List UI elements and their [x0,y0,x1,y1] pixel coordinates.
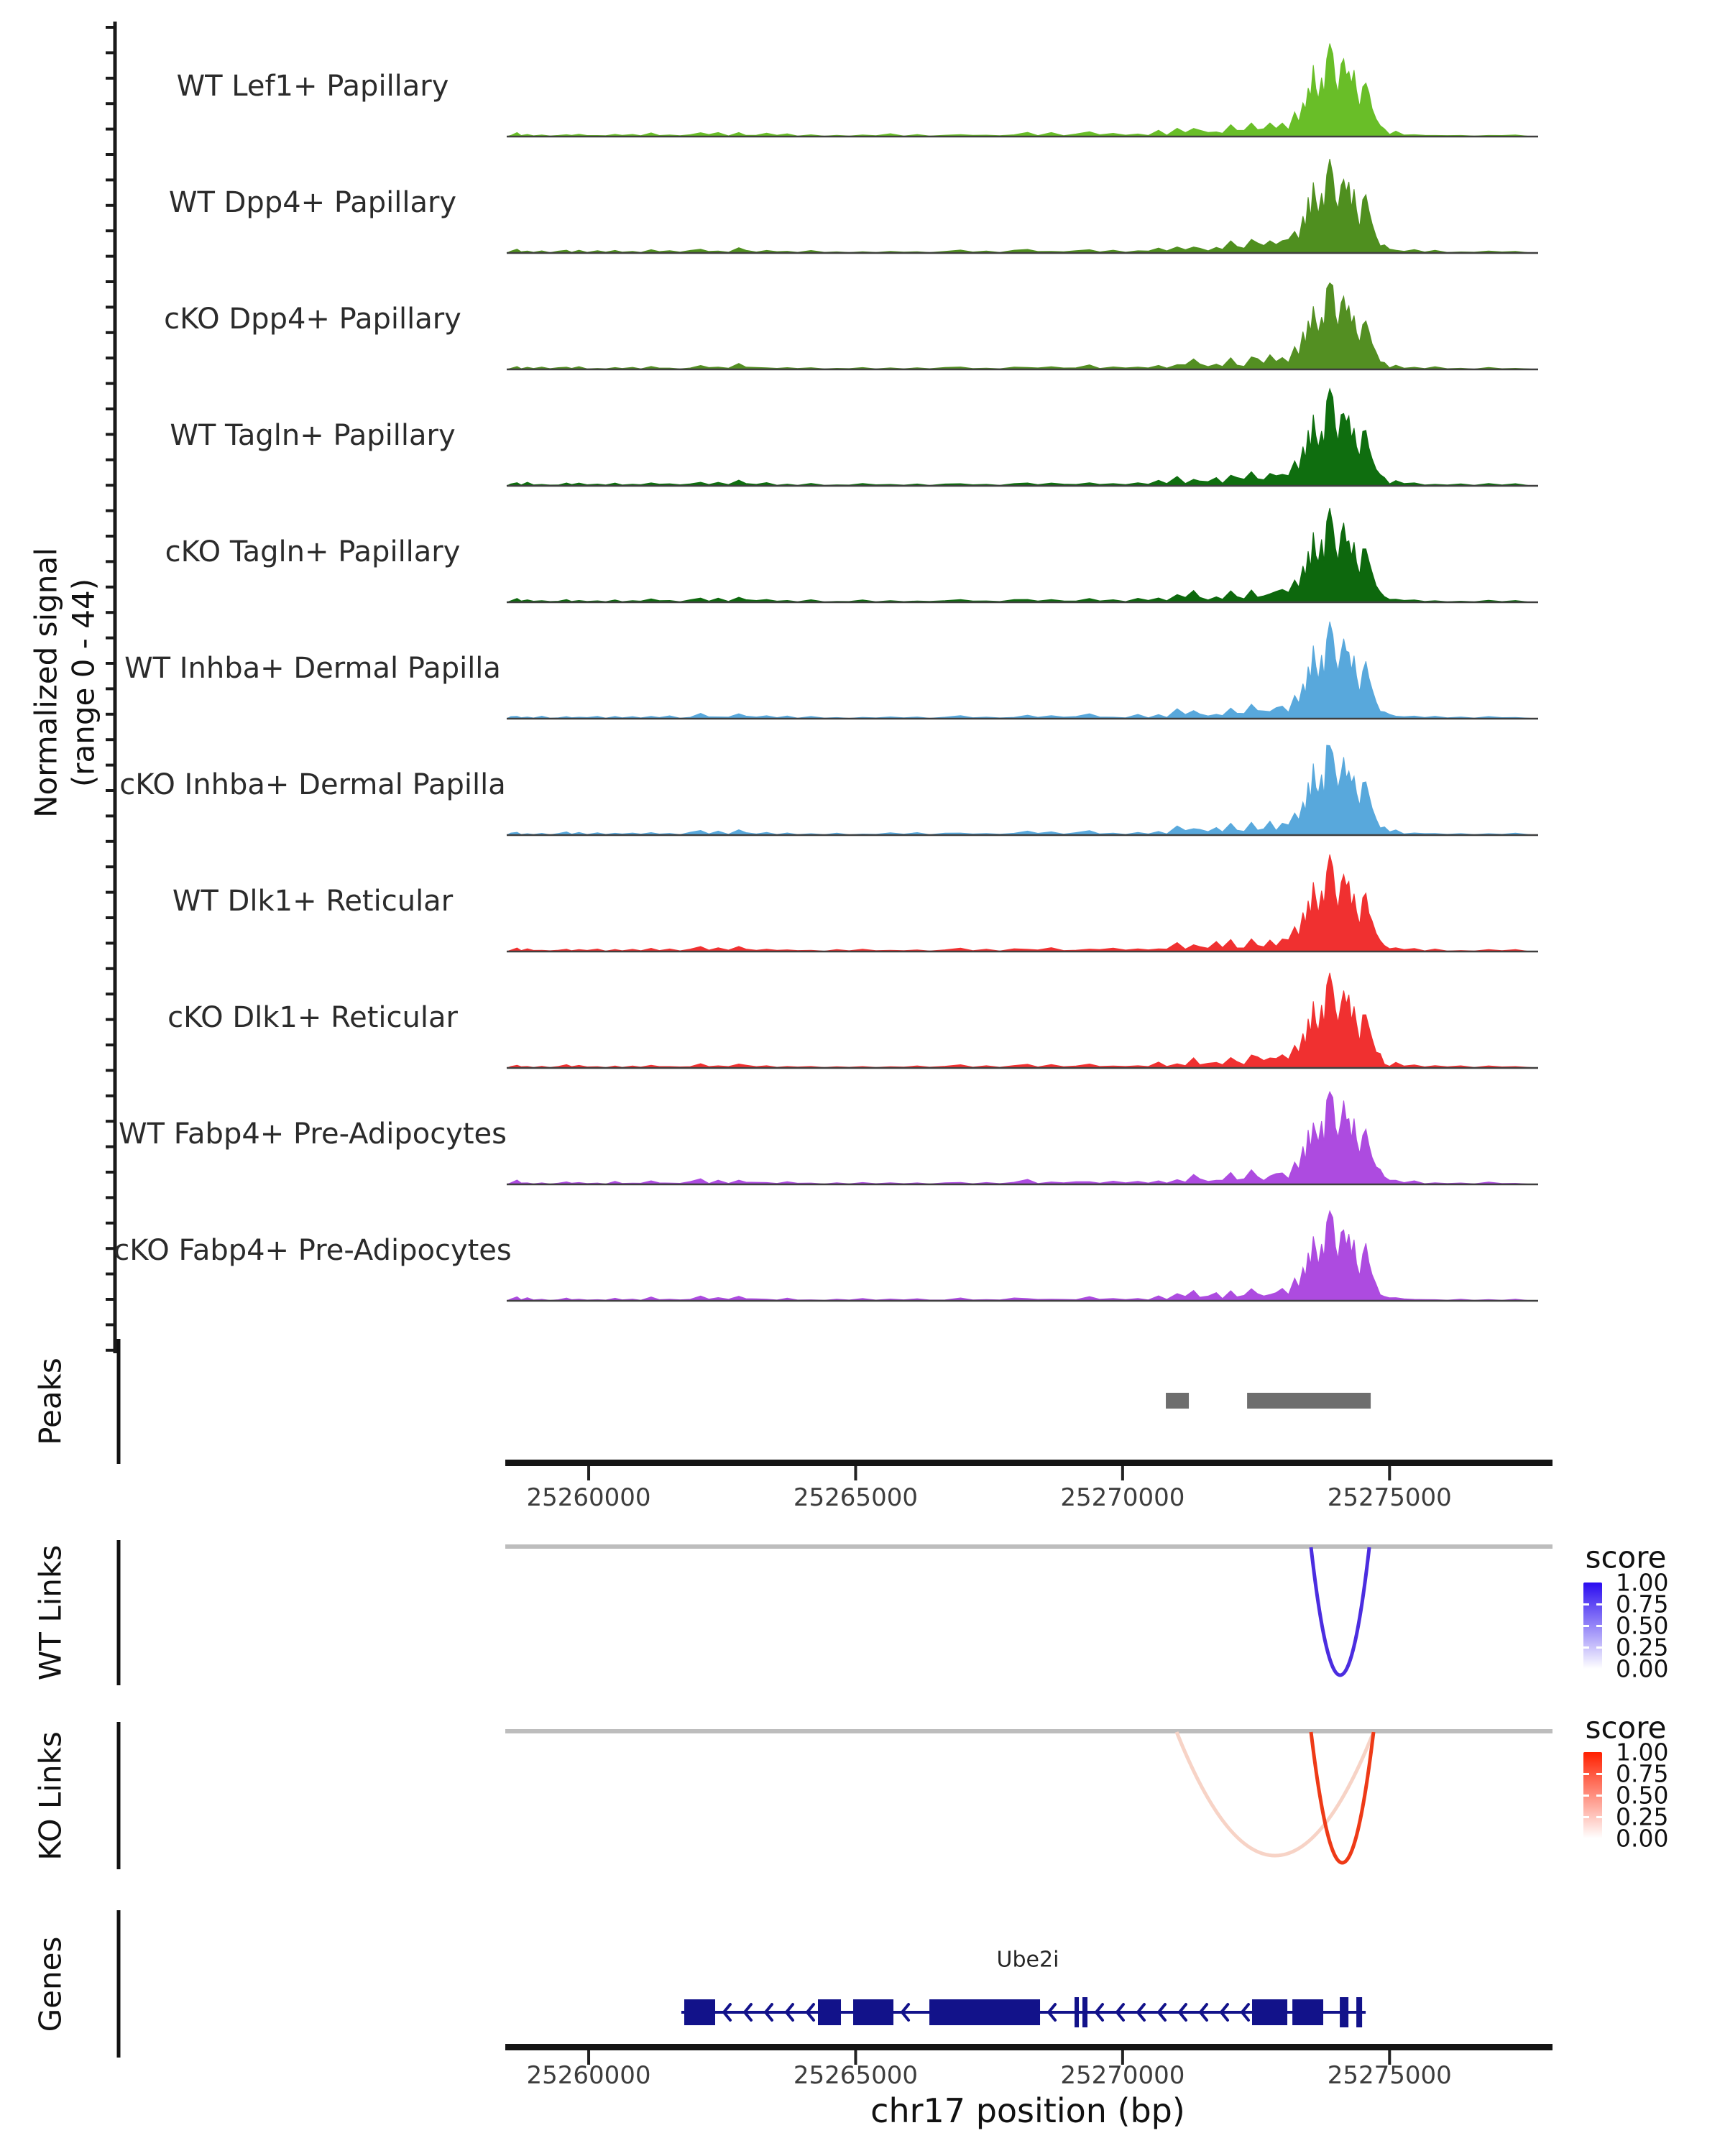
peaks-axis-line [505,1460,1552,1466]
coverage-track-area [507,1092,1538,1184]
coverage-track-area [507,283,1538,369]
coverage-track-area [507,854,1538,952]
peaks-axis-tick [587,1466,590,1480]
ko-legend-notch [1583,1795,1589,1797]
ko-legend-value-label: 0.50 [1616,1781,1669,1810]
ko-panel-top-border [505,1729,1552,1733]
track-label: WT Inhba+ Dermal Papilla [124,652,501,685]
wt-link-arc [1311,1547,1369,1675]
wt-score-legend-title: score [1585,1539,1667,1575]
track-label: cKO Fabp4+ Pre-Adipocytes [114,1234,512,1267]
gene-exon [853,1999,893,2025]
wt-links-panel-label: WT Links [32,1544,68,1681]
coverage-track-area [507,159,1538,253]
ko-legend-value-label: 0.75 [1616,1759,1669,1788]
gene-utr-mark [1082,1997,1087,2027]
gene-exon [1292,1999,1323,2025]
gene-exon [1252,1999,1287,2025]
genome-axis-tick-label: 25275000 [1327,2061,1452,2090]
track-label: WT Tagln+ Papillary [170,419,456,452]
ko-legend-notch [1596,1816,1602,1818]
peaks-axis-tick [854,1466,857,1480]
coverage-track-area [507,389,1538,486]
ko-legend-value-label: 0.25 [1616,1802,1669,1831]
genes-panel-label: Genes [32,1936,68,2032]
track-label: cKO Dlk1+ Reticular [167,1001,458,1034]
coverage-track-area [507,622,1538,719]
ko-legend-notch [1596,1773,1602,1775]
ko-legend-value-label: 0.00 [1616,1824,1669,1853]
peak-interval [1247,1393,1371,1409]
peak-interval [1166,1393,1189,1409]
gene-exon [929,1999,1040,2025]
gene-utr-mark [1356,1997,1362,2027]
ko-links-panel-label: KO Links [32,1731,68,1861]
ko-score-legend-title: score [1585,1710,1667,1746]
ko-legend-value-label: 1.00 [1616,1738,1669,1766]
wt-legend-notch [1596,1646,1602,1649]
wt-legend-value-label: 0.75 [1616,1590,1669,1618]
signal-y-axis-label-line1: Normalized signal [28,548,64,818]
genome-axis-tick-label: 25265000 [793,2061,918,2090]
peaks-axis-tick-label: 25260000 [526,1483,651,1512]
coverage-track-area [507,44,1538,137]
peaks-axis-tick [1121,1466,1124,1480]
wt-legend-value-label: 0.25 [1616,1633,1669,1662]
x-axis-title: chr17 position (bp) [870,2091,1185,2130]
wt-legend-notch [1583,1603,1589,1606]
track-label: WT Fabp4+ Pre-Adipocytes [119,1118,507,1151]
peaks-axis-tick [1388,1466,1391,1480]
peaks-axis-tick-label: 25275000 [1327,1483,1452,1512]
track-label: WT Lef1+ Papillary [176,70,449,103]
ko-legend-notch [1583,1773,1589,1775]
wt-legend-notch [1583,1646,1589,1649]
genome-axis-line [505,2044,1552,2050]
gene-exon [684,1999,715,2025]
gene-utr-mark [1340,1997,1348,2027]
track-label: cKO Tagln+ Papillary [165,535,461,568]
coverage-track-area [507,508,1538,602]
track-label: cKO Dpp4+ Papillary [164,303,461,336]
gene-utr-mark [1075,1997,1079,2027]
gene-name-label: Ube2i [996,1947,1059,1973]
coverage-track-area [507,973,1538,1068]
wt-legend-value-label: 0.00 [1616,1654,1669,1683]
peaks-axis-tick-label: 25265000 [793,1483,918,1512]
ko-legend-notch [1583,1816,1589,1818]
coverage-track-area [507,1211,1538,1301]
peaks-panel-label: Peaks [32,1358,68,1445]
coverage-track-area [507,745,1538,835]
signal-y-axis-label-line2: (range 0 - 44) [65,578,101,788]
genome-axis-tick-label: 25270000 [1060,2061,1185,2090]
genome-axis-tick-label: 25260000 [526,2061,651,2090]
wt-legend-notch [1583,1625,1589,1627]
track-label: WT Dlk1+ Reticular [172,885,454,918]
wt-legend-notch [1596,1603,1602,1606]
gene-exon [818,1999,841,2025]
track-label: cKO Inhba+ Dermal Papilla [119,768,506,801]
track-label: WT Dpp4+ Papillary [168,186,457,219]
wt-legend-notch [1596,1625,1602,1627]
ko-legend-notch [1596,1795,1602,1797]
wt-legend-value-label: 1.00 [1616,1568,1669,1597]
wt-panel-top-border [505,1544,1552,1549]
peaks-axis-tick-label: 25270000 [1060,1483,1185,1512]
wt-legend-value-label: 0.50 [1616,1611,1669,1640]
ko-link-arc [1177,1732,1374,1856]
